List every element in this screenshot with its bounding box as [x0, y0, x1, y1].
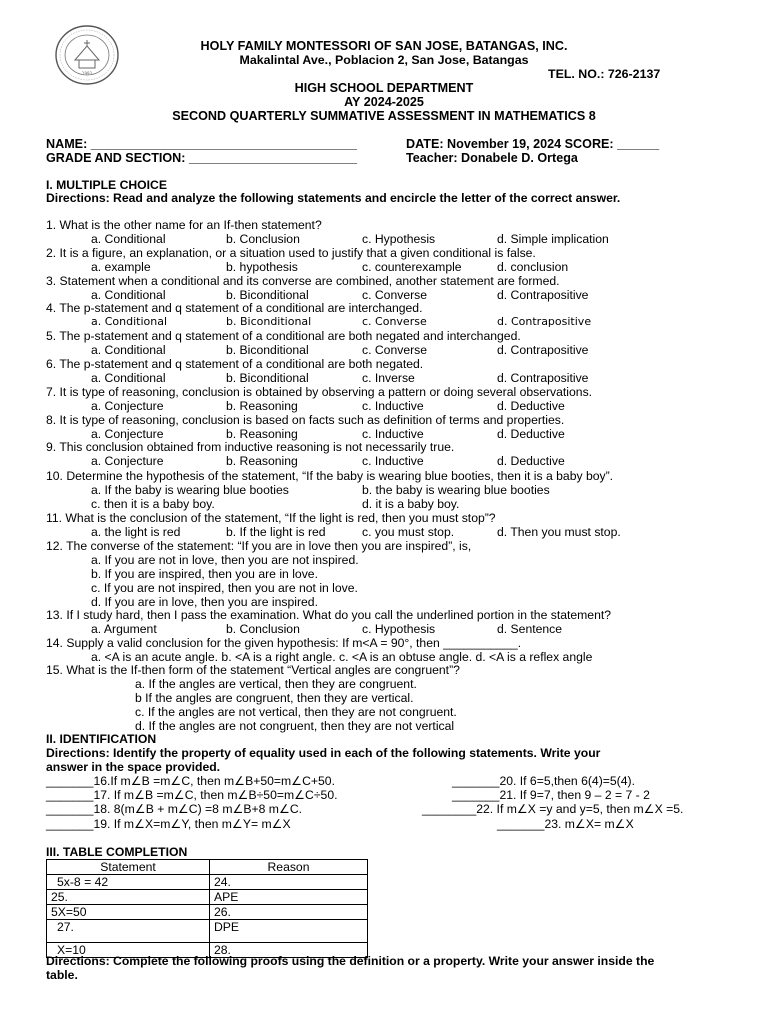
q7-option-c: c. Inductive [362, 398, 424, 413]
question-11: 11. What is the conclusion of the statement, “If the light is red, then you must stop”? [46, 511, 496, 525]
q6-option-b: b. Biconditional [226, 371, 309, 385]
academic-year: AY 2024-2025 [344, 95, 424, 109]
identification-item-21: _______21. If 9=7, then 9 – 2 = 7 - 2 [452, 788, 650, 802]
q10-option-a: a. If the baby is wearing blue booties [91, 483, 289, 497]
q1-option-b: b. Conclusion [226, 232, 300, 246]
identification-item-16: _______16.If m∠B =m∠C, then m∠B+50=m∠C+50. [46, 774, 335, 788]
department: HIGH SCHOOL DEPARTMENT [294, 81, 474, 95]
q9-option-a: a. Conjecture [91, 454, 164, 469]
q9-option-c: c. Inductive [362, 454, 424, 469]
question-1: 1. What is the other name for an If-then statement? [46, 218, 322, 232]
q13-option-a: a. Argument [91, 622, 157, 636]
question-10: 10. Determine the hypothesis of the statement, “If the baby is wearing blue booties, then it is a baby boy”. [46, 469, 614, 483]
identification-item-19: _______19. If m∠X=m∠Y, then m∠Y= m∠X [46, 817, 291, 831]
reason-cell: 24. [210, 875, 368, 890]
q10-option-c: c. then it is a baby boy. [91, 497, 215, 511]
identification-item-20: _______20. If 6=5,then 6(4)=5(4). [452, 774, 635, 788]
q12-option-d: d. If you are in love, then you are inspired. [91, 595, 318, 609]
q15-option-c: c. If the angles are not vertical, then they are not congruent. [135, 705, 457, 719]
identification-item-23: _______23. m∠X= m∠X [497, 817, 634, 831]
q2-option-a: a. example [91, 259, 151, 274]
q9-option-d: d. Deductive [497, 454, 565, 469]
q10-option-b: b. the baby is wearing blue booties [362, 483, 550, 497]
identification-directions-line1: Directions: Identify the property of equality used in each of the following statements. Write your [46, 746, 601, 760]
q1-option-a: a. Conditional [91, 232, 166, 246]
table-header-row [47, 860, 368, 875]
reason-cell: 26. [210, 905, 368, 920]
q7-option-d: d. Deductive [497, 398, 565, 413]
q2-option-c: c. counterexample [362, 259, 462, 274]
multiple-choice-directions: Directions: Read and analyze the following statements and encircle the letter of the correct answer. [46, 191, 621, 205]
q5-option-a: a. Conditional [91, 343, 166, 358]
question-9: 9. This conclusion obtained from inductive reasoning is not necessarily true. [46, 440, 455, 455]
q2-option-b: b. hypothesis [226, 259, 298, 274]
question-14: 14. Supply a valid conclusion for the given hypothesis: If m<A = 90°, then ___________. [46, 636, 522, 650]
q4-option-a: a. Conditional [91, 315, 168, 329]
identification-item-22: ________22. If m∠X =y and y=5, then m∠X =5. [422, 802, 684, 816]
exam-title: SECOND QUARTERLY SUMMATIVE ASSESSMENT IN MATHEMATICS 8 [172, 109, 596, 123]
q14-options: a. <A is an acute angle. b. <A is a right angle. c. <A is an obtuse angle. d. <A is a reflex angle [91, 650, 593, 664]
section-heading-identification: II. IDENTIFICATION [46, 732, 157, 746]
statement-cell: 5x-8 = 42 [47, 875, 210, 890]
q12-option-c: c. If you are not inspired, then you are not in love. [91, 581, 358, 595]
q13-option-d: d. Sentence [497, 622, 563, 636]
question-3: 3. Statement when a conditional and its converse are combined, another statement are formed. [46, 273, 560, 288]
question-13: 13. If I study hard, then I pass the examination. What do you call the underlined portion in the statement? [46, 608, 612, 622]
name-field: NAME: ______________________________________ [46, 137, 357, 151]
question-5: 5. The p-statement and q statement of a conditional are both negated and interchanged. [46, 329, 521, 344]
q8-option-a: a. Conjecture [91, 426, 164, 441]
table-row [47, 920, 368, 943]
q2-option-d: d. conclusion [497, 259, 569, 274]
question-2: 2. It is a figure, an explanation, or a situation used to justify that a given conditional is false. [46, 245, 536, 260]
question-6: 6. The p-statement and q statement of a conditional are both negated. [46, 357, 424, 371]
reason-cell: 28. [210, 943, 368, 958]
column-header-reason: Reason [210, 860, 368, 875]
q3-option-a: a. Conditional [91, 287, 166, 302]
q9-option-b: b. Reasoning [226, 454, 298, 469]
reason-cell: DPE [210, 920, 368, 943]
q15-option-a: a. If the angles are vertical, then they are congruent. [135, 677, 417, 691]
question-12: 12. The converse of the statement: “If you are in love then you are inspired”, is, [46, 539, 472, 553]
teacher: Teacher: Donabele D. Ortega [406, 151, 578, 165]
table-directions-line2: table. [46, 968, 78, 982]
question-7: 7. It is type of reasoning, conclusion is obtained by observing a pattern or doing several observations. [46, 384, 593, 399]
reason-cell: APE [210, 890, 368, 905]
q6-option-d: d. Contrapositive [497, 371, 589, 385]
q7-option-a: a. Conjecture [91, 398, 164, 413]
proof-table [46, 859, 368, 958]
table-directions-line1: Directions: Complete the following proofs using the definition or a property. Write your answer inside the [46, 954, 655, 968]
telephone: TEL. NO.: 726-2137 [548, 67, 661, 81]
q13-option-b: b. Conclusion [226, 622, 300, 636]
q12-option-b: b. If you are inspired, then you are in love. [91, 567, 318, 581]
question-15: 15. What is the If-then form of the statement “Vertical angles are congruent”? [46, 663, 460, 677]
q5-option-b: b. Biconditional [226, 343, 309, 358]
table-row [47, 905, 368, 920]
q15-option-b: b If the angles are congruent, then they are vertical. [135, 691, 414, 705]
svg-text:1993: 1993 [81, 71, 93, 76]
table-row [47, 875, 368, 890]
q5-option-c: c. Converse [362, 343, 428, 358]
section-heading-multiple-choice: I. MULTIPLE CHOICE [46, 178, 167, 192]
table-row [47, 890, 368, 905]
q6-option-a: a. Conditional [91, 371, 166, 385]
q3-option-c: c. Converse [362, 287, 428, 302]
statement-cell: 25. [47, 890, 210, 905]
q4-option-b: b. Biconditional [226, 315, 312, 329]
column-header-statement: Statement [47, 860, 210, 875]
identification-directions-line2: answer in the space provided. [46, 760, 221, 774]
q1-option-c: c. Hypothesis [362, 232, 436, 246]
question-4: 4. The p-statement and q statement of a conditional are interchanged. [46, 301, 423, 316]
identification-item-18: _______18. 8(m∠B + m∠C) =8 m∠B+8 m∠C. [46, 802, 303, 816]
school-name: HOLY FAMILY MONTESSORI OF SAN JOSE, BATANGAS, INC. [200, 39, 568, 53]
identification-item-17: _______17. If m∠B =m∠C, then m∠B÷50=m∠C÷50. [46, 788, 338, 802]
section-heading-table-completion: III. TABLE COMPLETION [46, 845, 188, 859]
q15-option-d: d. If the angles are not congruent, then they are not vertical [135, 719, 455, 733]
q3-option-d: d. Contrapositive [497, 287, 589, 302]
statement-cell: 27. [47, 920, 210, 943]
question-8: 8. It is type of reasoning, conclusion is based on facts such as definition of terms and properties. [46, 412, 565, 427]
q4-option-d: d. Contrapositive [497, 315, 592, 329]
q8-option-b: b. Reasoning [226, 426, 298, 441]
q3-option-b: b. Biconditional [226, 287, 309, 302]
q6-option-c: c. Inverse [362, 371, 415, 385]
statement-cell: X=10 [47, 943, 210, 958]
q11-option-a: a. the light is red [91, 525, 181, 539]
statement-cell: 5X=50 [47, 905, 210, 920]
grade-section-field: GRADE AND SECTION: ________________________ [46, 151, 358, 165]
q10-option-d: d. it is a baby boy. [362, 497, 460, 511]
q11-option-b: b. If the light is red [226, 525, 326, 539]
q11-option-c: c. you must stop. [362, 525, 455, 539]
q1-option-d: d. Simple implication [497, 232, 609, 246]
q4-option-c: c. Converse [362, 315, 427, 329]
q5-option-d: d. Contrapositive [497, 343, 589, 358]
q12-option-a: a. If you are not in love, then you are not inspired. [91, 553, 359, 567]
q11-option-d: d. Then you must stop. [497, 525, 621, 539]
q13-option-c: c. Hypothesis [362, 622, 436, 636]
school-address: Makalintal Ave., Poblacion 2, San Jose, Batangas [239, 53, 529, 67]
q7-option-b: b. Reasoning [226, 398, 298, 413]
date-score: DATE: November 19, 2024 SCORE: ______ [406, 137, 660, 151]
q8-option-d: d. Deductive [497, 426, 565, 441]
q8-option-c: c. Inductive [362, 426, 424, 441]
